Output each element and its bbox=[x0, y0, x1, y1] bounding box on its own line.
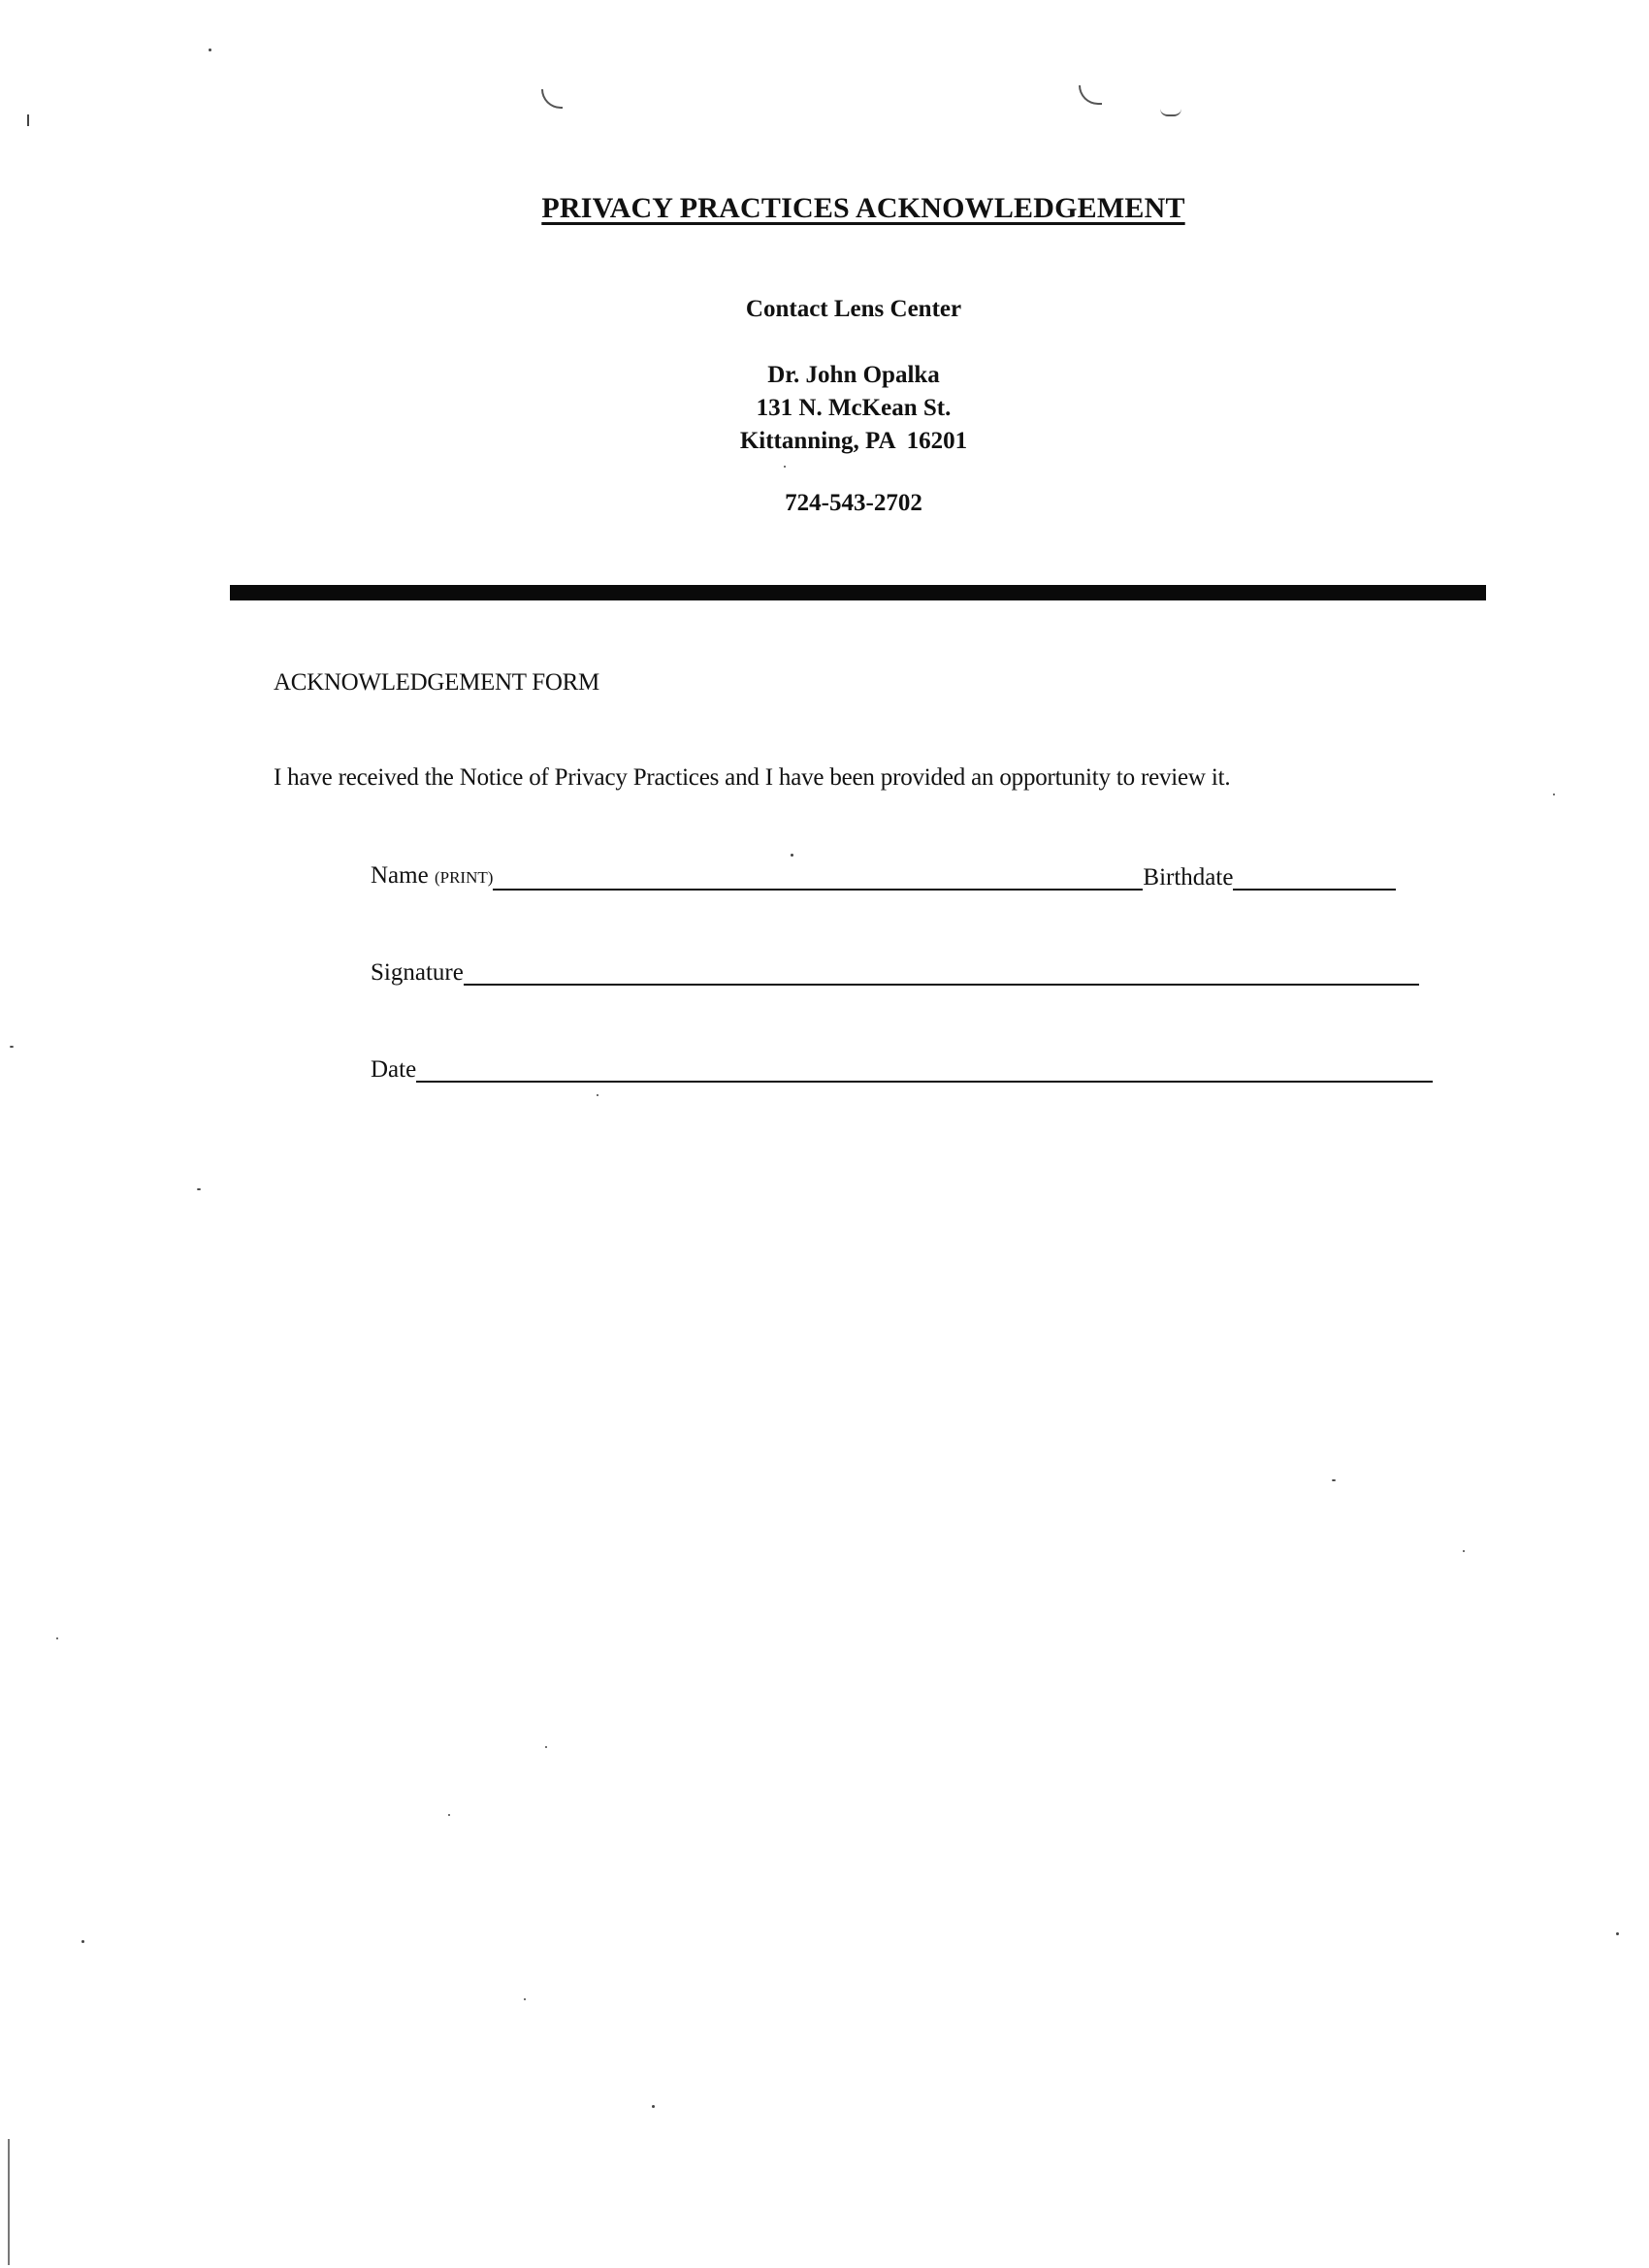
address-line-2: Kittanning, PA 16201 bbox=[739, 428, 968, 454]
scan-artifact bbox=[541, 89, 563, 109]
name-field[interactable] bbox=[493, 863, 1143, 891]
signature-label: Signature bbox=[371, 959, 464, 986]
date-row bbox=[371, 1055, 1433, 1085]
signature-row bbox=[371, 958, 1419, 988]
address-line-1: 131 N. McKean St. bbox=[756, 395, 952, 421]
signature-field[interactable] bbox=[464, 958, 1419, 986]
phone-number: 724-543-2702 bbox=[785, 490, 922, 516]
acknowledgement-statement: I have received the Notice of Privacy Practices and I have been provided an opportunity to review it. bbox=[274, 764, 1231, 791]
name-birthdate-row bbox=[371, 861, 1396, 892]
scan-edge-line bbox=[8, 2139, 10, 2265]
birthdate-field[interactable] bbox=[1233, 863, 1396, 891]
scan-artifact bbox=[1079, 85, 1102, 105]
name-label: Name (PRINT) bbox=[371, 862, 494, 889]
date-field[interactable] bbox=[416, 1055, 1433, 1083]
doctor-name: Dr. John Opalka bbox=[767, 362, 940, 388]
scan-artifact bbox=[1160, 109, 1181, 116]
birthdate-label: Birthdate bbox=[1143, 864, 1234, 891]
practice-name: Contact Lens Center bbox=[745, 296, 962, 322]
section-divider bbox=[230, 585, 1486, 600]
print-qualifier: (PRINT) bbox=[434, 868, 494, 887]
date-label: Date bbox=[371, 1056, 417, 1083]
doctor-address-block bbox=[0, 359, 1649, 458]
document-title: PRIVACY PRACTICES ACKNOWLEDGEMENT bbox=[541, 192, 1185, 224]
form-heading: ACKNOWLEDGEMENT FORM bbox=[274, 669, 599, 696]
